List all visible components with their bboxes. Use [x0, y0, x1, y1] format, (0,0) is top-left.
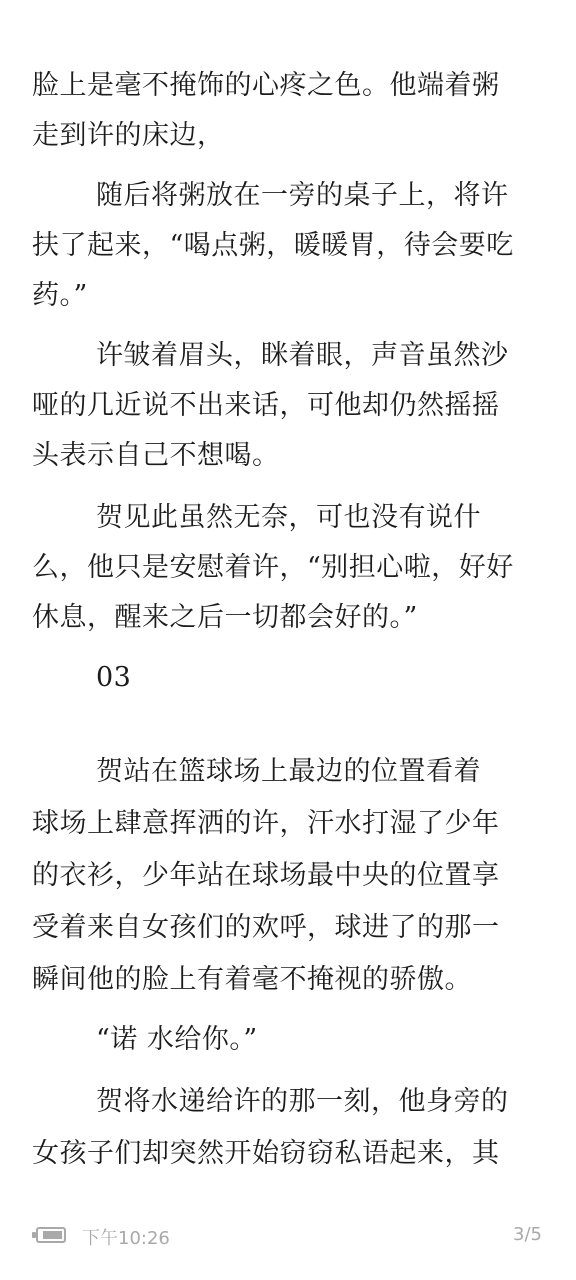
- page-indicator: 3/5: [513, 1224, 542, 1245]
- reader-status-bar: [0, 1218, 576, 1252]
- text-line: 女孩子们却突然开始窃窃私语起来，其: [32, 1138, 500, 1169]
- text-line: 贺见此虽然无奈，可也没有说什: [96, 502, 481, 533]
- text-line: “诺 水给你。”: [96, 1024, 258, 1055]
- text-line: 许皱着眉头，眯着眼，声音虽然沙: [96, 340, 509, 371]
- text-line: 贺将水递给许的那一刻，他身旁的: [96, 1086, 509, 1117]
- text-line: 瞬间他的脸上有着毫不掩视的骄傲。: [32, 964, 472, 995]
- text-line: 药。”: [32, 280, 88, 311]
- text-line: 的衣衫，少年站在球场最中央的位置享: [32, 860, 500, 891]
- text-line: 么，他只是安慰着许，“别担心啦，好好: [32, 552, 514, 583]
- text-line: 受着来自女孩们的欢呼，球进了的那一: [32, 912, 500, 943]
- text-line: 随后将粥放在一旁的桌子上，将许: [96, 180, 509, 211]
- text-line: 休息，醒来之后一切都会好的。”: [32, 602, 418, 633]
- battery-level: [43, 1231, 62, 1239]
- text-line: 球场上肆意挥洒的许，汗水打湿了少年: [32, 808, 500, 839]
- text-line: 头表示自己不想喝。: [32, 440, 280, 471]
- clock-time: 下午10:26: [82, 1228, 170, 1249]
- text-line: 扶了起来，“喝点粥，暖暖胃，待会要吃: [32, 230, 514, 261]
- text-line: 脸上是毫不掩饰的心疼之色。他端着粥: [32, 70, 500, 101]
- text-line: 走到许的床边，: [32, 120, 225, 151]
- text-line: 贺站在篮球场上最边的位置看着: [96, 756, 481, 787]
- battery-icon: [36, 1227, 66, 1243]
- chapter-number: 03: [96, 662, 132, 693]
- text-line: 哑的几近说不出来话，可他却仍然摇摇: [32, 390, 500, 421]
